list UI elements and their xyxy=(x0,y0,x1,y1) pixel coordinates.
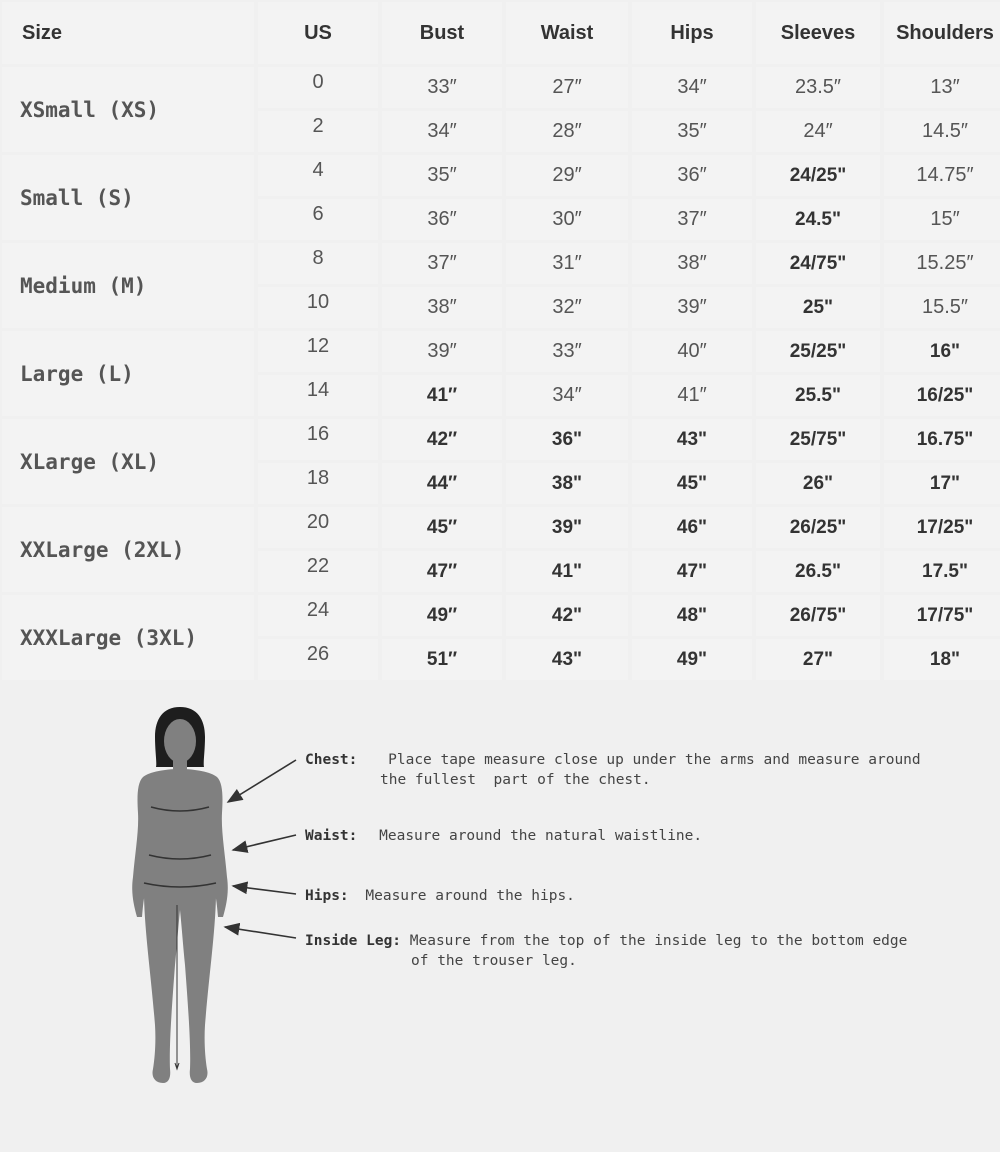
size-label: XLarge (XL) xyxy=(2,419,254,504)
cell-sleeves: 24.5" xyxy=(756,199,880,240)
cell-waist: 36" xyxy=(506,419,628,460)
table-row xyxy=(2,67,1000,108)
cell-hips: 47" xyxy=(632,551,752,592)
cell-shoulders: 17/25" xyxy=(884,507,1000,548)
cell-us: 16 xyxy=(258,419,378,460)
cell-waist: 38" xyxy=(506,463,628,504)
woman-silhouette-icon xyxy=(125,705,235,1090)
cell-sleeves: 25.5" xyxy=(756,375,880,416)
cell-bust: 42″ xyxy=(382,419,502,460)
cell-bust: 41″ xyxy=(382,375,502,416)
cell-shoulders: 15.25″ xyxy=(884,243,1000,284)
cell-shoulders: 17/75" xyxy=(884,595,1000,636)
size-label: Small (S) xyxy=(2,155,254,240)
cell-bust: 37″ xyxy=(382,243,502,284)
table-row xyxy=(2,595,1000,636)
cell-hips: 49" xyxy=(632,639,752,680)
cell-sleeves: 25/25" xyxy=(756,331,880,372)
table-row xyxy=(2,243,1000,284)
guide-inside-leg-cont xyxy=(411,951,577,971)
cell-hips: 35″ xyxy=(632,111,752,152)
size-label: Large (L) xyxy=(2,331,254,416)
size-label: XXXLarge (3XL) xyxy=(2,595,254,680)
guide-inside-leg-line1: Measure from the top of the inside leg to the bottom edge xyxy=(409,933,908,949)
cell-sleeves: 25" xyxy=(756,287,880,328)
cell-sleeves: 24/75" xyxy=(756,243,880,284)
measurement-guide xyxy=(0,640,1000,1152)
cell-us: 22 xyxy=(258,551,378,592)
cell-waist: 39" xyxy=(506,507,628,548)
size-label: XSmall (XS) xyxy=(2,67,254,152)
cell-bust: 47″ xyxy=(382,551,502,592)
cell-hips: 38″ xyxy=(632,243,752,284)
cell-us: 6 xyxy=(258,199,378,240)
guide-hips xyxy=(305,886,575,906)
guide-chest-cont xyxy=(380,770,651,790)
guide-inside-leg-line2: of the trouser leg. xyxy=(411,953,577,969)
cell-bust: 44″ xyxy=(382,463,502,504)
guide-waist-label: Waist: xyxy=(305,828,358,844)
cell-shoulders: 15″ xyxy=(884,199,1000,240)
cell-us: 14 xyxy=(258,375,378,416)
size-label: XXLarge (2XL) xyxy=(2,507,254,592)
cell-hips: 45" xyxy=(632,463,752,504)
cell-shoulders: 16.75" xyxy=(884,419,1000,460)
cell-shoulders: 18" xyxy=(884,639,1000,680)
cell-shoulders: 16/25" xyxy=(884,375,1000,416)
cell-waist: 27″ xyxy=(506,67,628,108)
cell-us: 20 xyxy=(258,507,378,548)
guide-inside-leg-label: Inside Leg: xyxy=(305,933,402,949)
cell-us: 4 xyxy=(258,155,378,196)
cell-shoulders: 14.75″ xyxy=(884,155,1000,196)
cell-waist: 34″ xyxy=(506,375,628,416)
cell-bust: 39″ xyxy=(382,331,502,372)
cell-sleeves: 26/75" xyxy=(756,595,880,636)
header-size: Size xyxy=(2,2,254,64)
guide-chest xyxy=(305,750,921,770)
cell-waist: 43" xyxy=(506,639,628,680)
cell-sleeves: 24/25" xyxy=(756,155,880,196)
cell-bust: 38″ xyxy=(382,287,502,328)
cell-hips: 43" xyxy=(632,419,752,460)
cell-waist: 29″ xyxy=(506,155,628,196)
cell-us: 8 xyxy=(258,243,378,284)
cell-hips: 39″ xyxy=(632,287,752,328)
cell-hips: 37″ xyxy=(632,199,752,240)
cell-bust: 45″ xyxy=(382,507,502,548)
cell-hips: 46" xyxy=(632,507,752,548)
cell-sleeves: 24″ xyxy=(756,111,880,152)
guide-chest-line1: Place tape measure close up under the arms and measure around xyxy=(388,752,921,768)
table-row xyxy=(2,419,1000,460)
cell-bust: 36″ xyxy=(382,199,502,240)
cell-waist: 32″ xyxy=(506,287,628,328)
header-shoulders: Shoulders xyxy=(884,2,1000,64)
cell-shoulders: 15.5″ xyxy=(884,287,1000,328)
cell-waist: 30″ xyxy=(506,199,628,240)
cell-bust: 33″ xyxy=(382,67,502,108)
table-row xyxy=(2,331,1000,372)
cell-waist: 41" xyxy=(506,551,628,592)
cell-sleeves: 26/25" xyxy=(756,507,880,548)
cell-shoulders: 13″ xyxy=(884,67,1000,108)
cell-sleeves: 25/75" xyxy=(756,419,880,460)
cell-us: 0 xyxy=(258,67,378,108)
header-waist: Waist xyxy=(506,2,628,64)
header-sleeves: Sleeves xyxy=(756,2,880,64)
guide-waist-line1: Measure around the natural waistline. xyxy=(379,828,703,844)
guide-hips-line1: Measure around the hips. xyxy=(365,888,575,904)
size-label: Medium (M) xyxy=(2,243,254,328)
cell-waist: 31″ xyxy=(506,243,628,284)
cell-shoulders: 17.5" xyxy=(884,551,1000,592)
cell-sleeves: 27" xyxy=(756,639,880,680)
guide-waist xyxy=(305,826,702,846)
header-bust: Bust xyxy=(382,2,502,64)
header-hips: Hips xyxy=(632,2,752,64)
cell-bust: 34″ xyxy=(382,111,502,152)
guide-inside-leg xyxy=(305,931,907,951)
table-row xyxy=(2,507,1000,548)
cell-bust: 35″ xyxy=(382,155,502,196)
cell-shoulders: 17" xyxy=(884,463,1000,504)
cell-hips: 34″ xyxy=(632,67,752,108)
guide-hips-label: Hips: xyxy=(305,888,349,904)
cell-us: 10 xyxy=(258,287,378,328)
cell-bust: 51″ xyxy=(382,639,502,680)
cell-hips: 36″ xyxy=(632,155,752,196)
cell-waist: 42" xyxy=(506,595,628,636)
header-us: US xyxy=(258,2,378,64)
cell-shoulders: 16" xyxy=(884,331,1000,372)
cell-shoulders: 14.5″ xyxy=(884,111,1000,152)
cell-hips: 40″ xyxy=(632,331,752,372)
cell-sleeves: 23.5″ xyxy=(756,67,880,108)
guide-chest-label: Chest: xyxy=(305,752,358,768)
cell-waist: 28″ xyxy=(506,111,628,152)
cell-us: 24 xyxy=(258,595,378,636)
table-row xyxy=(2,155,1000,196)
guide-chest-line2: the fullest part of the chest. xyxy=(380,772,651,788)
cell-hips: 48" xyxy=(632,595,752,636)
cell-us: 12 xyxy=(258,331,378,372)
cell-us: 26 xyxy=(258,639,378,680)
table-header-row xyxy=(2,2,1000,64)
cell-sleeves: 26.5" xyxy=(756,551,880,592)
cell-bust: 49″ xyxy=(382,595,502,636)
cell-waist: 33″ xyxy=(506,331,628,372)
cell-sleeves: 26" xyxy=(756,463,880,504)
cell-us: 18 xyxy=(258,463,378,504)
cell-hips: 41″ xyxy=(632,375,752,416)
cell-us: 2 xyxy=(258,111,378,152)
